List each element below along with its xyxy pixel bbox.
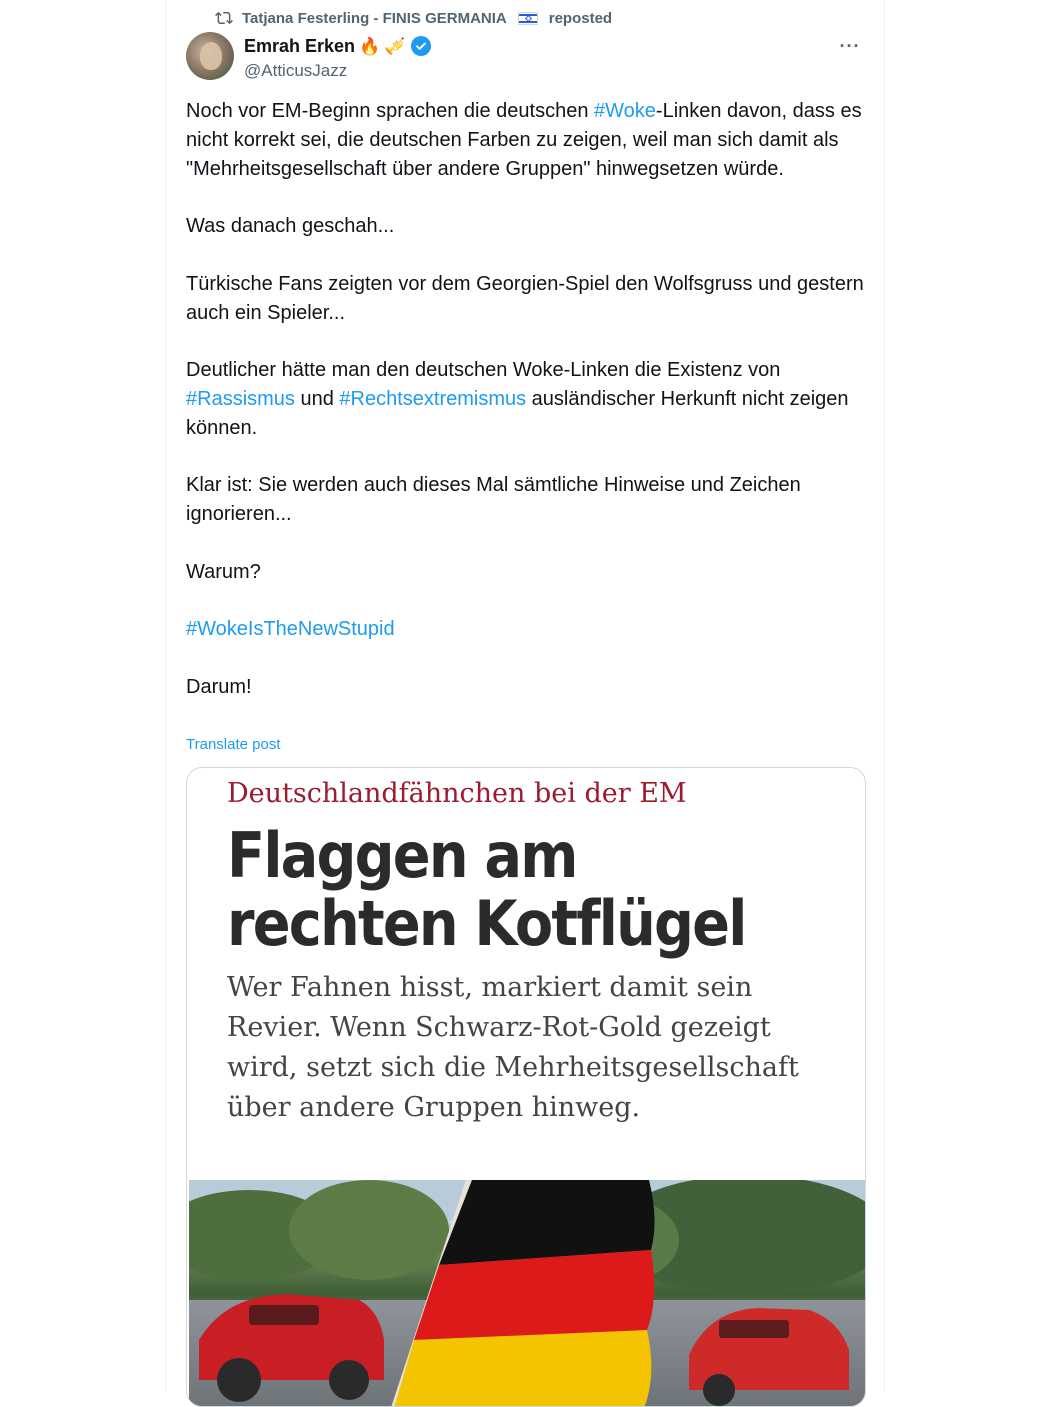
post-paragraph: Noch vor EM-Beginn sprachen die deutschen #Woke-Linken davon, dass es nicht korrekt sei, die deutschen Farben zu zeigen, weil man sich damit als "Mehrheitsgesellschaft über andere Gruppen" hinwegsetzen würde. xyxy=(186,100,862,180)
paragraph-gap xyxy=(186,587,866,616)
article-headline: Flaggen am rechten Kotflügel xyxy=(227,819,746,960)
reposter-name[interactable]: Tatjana Festerling - FINIS GERMANIA xyxy=(242,9,507,27)
paragraph-gap xyxy=(186,327,866,356)
repost-suffix: reposted xyxy=(548,9,613,27)
trumpet-emoji-icon: 🎺 xyxy=(384,36,406,56)
article-lead: Wer Fahnen hisst, markiert damit sein Revier. Wenn Schwarz-Rot-Gold gezeigt wird, setzt sich die Mehrheitsgesellschaft über andere Gruppen hinweg. xyxy=(227,972,799,1123)
post-paragraph: Warum? xyxy=(186,560,261,583)
article-photo xyxy=(189,1180,865,1407)
post-paragraph: Deutlicher hätte man den deutschen Woke-Linken die Existenz von #Rassismus und #Rechtsextremismus ausländischer Herkunft nicht zeigen können. xyxy=(186,359,849,439)
timeline-column xyxy=(165,0,885,1392)
avatar[interactable] xyxy=(186,32,234,80)
paragraph-gap xyxy=(186,644,866,673)
post-header xyxy=(186,32,868,82)
paragraph-gap xyxy=(186,241,866,270)
hashtag-link[interactable]: #Rassismus xyxy=(186,387,295,410)
author-block xyxy=(244,34,431,81)
flag-car-illustration xyxy=(189,1180,865,1407)
israel-flag-icon xyxy=(518,12,538,25)
verified-badge-icon[interactable] xyxy=(411,36,431,56)
paragraph-gap xyxy=(186,443,866,472)
paragraph-gap xyxy=(186,529,866,558)
post-paragraph xyxy=(186,615,866,644)
post-paragraph: Klar ist: Sie werden auch dieses Mal sämtliche Hinweise und Zeichen ignorieren... xyxy=(186,474,801,526)
author-name[interactable]: Emrah Erken xyxy=(244,35,356,56)
more-options-icon[interactable]: ··· xyxy=(839,35,861,56)
translate-post-link[interactable]: Translate post xyxy=(186,736,281,753)
post-paragraph: Türkische Fans zeigten vor dem Georgien-Spiel den Wolfsgruss und gestern auch ein Spieler... xyxy=(186,272,864,324)
repost-icon xyxy=(214,9,234,27)
hashtag-link[interactable]: #Rechtsextremismus xyxy=(339,387,527,410)
repost-indicator[interactable] xyxy=(214,8,612,28)
post-media[interactable] xyxy=(186,767,866,1407)
fire-emoji-icon: 🔥 xyxy=(359,36,381,56)
hashtag-link[interactable]: #Woke xyxy=(594,100,656,122)
article-kicker: Deutschlandfähnchen bei der EM xyxy=(227,778,687,809)
post-text xyxy=(186,97,866,702)
paragraph-gap xyxy=(186,183,866,212)
post-paragraph: Was danach geschah... xyxy=(186,215,395,238)
author-handle[interactable]: @AtticusJazz xyxy=(244,61,348,80)
hashtag-link[interactable]: #WokeIsTheNewStupid xyxy=(186,618,395,641)
post-paragraph: Darum! xyxy=(186,675,252,698)
